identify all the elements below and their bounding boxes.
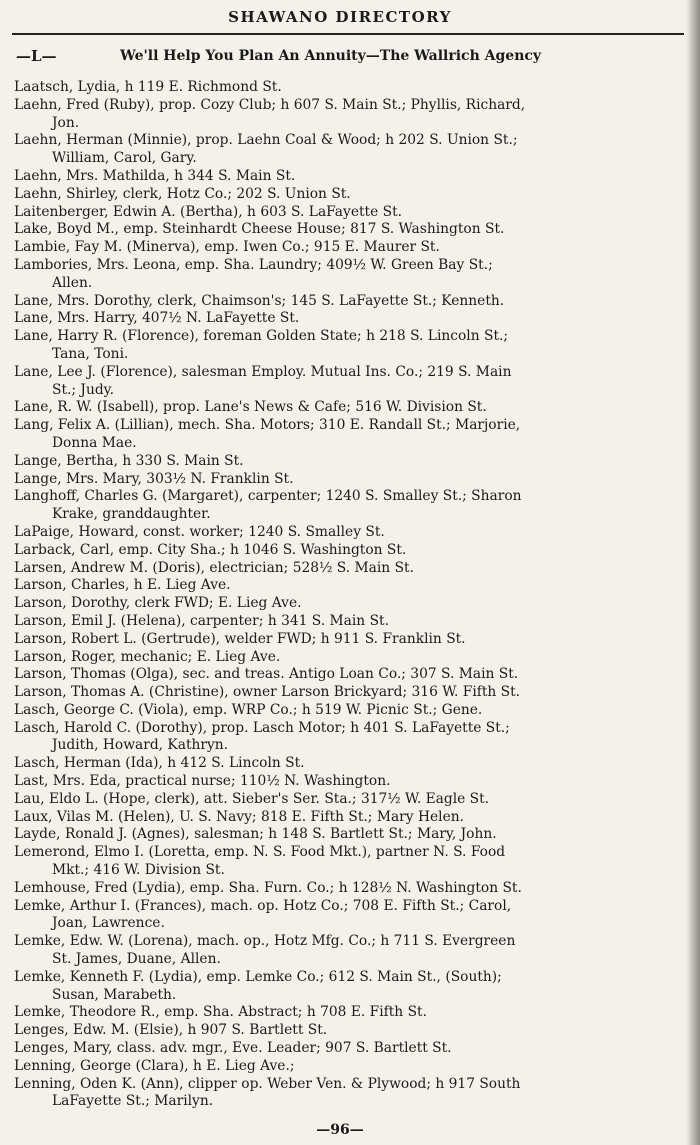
directory-entry-continuation: LaFayette St.; Marilyn. <box>52 1093 214 1110</box>
directory-entry: Laux, Vilas M. (Helen), U. S. Navy; 818 E. Fifth St.; Mary Helen. <box>14 808 465 825</box>
directory-entry: Larson, Dorothy, clerk FWD; E. Lieg Ave. <box>14 595 302 612</box>
directory-entry-continuation: Jon. <box>52 114 80 131</box>
directory-entry: Lemke, Edw. W. (Lorena), mach. op., Hotz Mfg. Co.; h 711 S. Evergreen <box>14 933 516 950</box>
directory-entry-continuation: William, Carol, Gary. <box>52 150 197 167</box>
directory-entry: LaPaige, Howard, const. worker; 1240 S. Smalley St. <box>14 523 385 540</box>
directory-listing <box>14 79 684 1111</box>
directory-entry: Lasch, Herman (Ida), h 412 S. Lincoln St. <box>14 755 305 772</box>
directory-entry: Laehn, Fred (Ruby), prop. Cozy Club; h 607 S. Main St.; Phyllis, Richard, <box>14 96 526 113</box>
directory-entry: Lane, R. W. (Isabell), prop. Lane's News & Cafe; 516 W. Division St. <box>14 399 487 416</box>
directory-entry: Langhoff, Charles G. (Margaret), carpenter; 1240 S. Smalley St.; Sharon <box>14 488 522 505</box>
directory-entry: Lasch, Harold C. (Dorothy), prop. Lasch Motor; h 401 S. LaFayette St.; <box>14 719 510 736</box>
directory-entry: Lane, Mrs. Harry, 407½ N. LaFayette St. <box>14 310 300 327</box>
directory-entry: Lemke, Arthur I. (Frances), mach. op. Hotz Co.; 708 E. Fifth St.; Carol, <box>14 897 512 914</box>
directory-entry: Lemerond, Elmo I. (Loretta, emp. N. S. Food Mkt.), partner N. S. Food <box>14 844 506 861</box>
directory-entry-continuation: Joan, Lawrence. <box>52 915 165 932</box>
header-divider <box>12 33 684 35</box>
section-letter: —L— <box>16 47 57 65</box>
directory-entry: Lane, Mrs. Dorothy, clerk, Chaimson's; 145 S. LaFayette St.; Kenneth. <box>14 292 505 309</box>
directory-entry: Lambie, Fay M. (Minerva), emp. Iwen Co.; 915 E. Maurer St. <box>14 239 440 256</box>
directory-entry: Lemhouse, Fred (Lydia), emp. Sha. Furn. Co.; h 128½ N. Washington St. <box>14 879 522 896</box>
page-title: SHAWANO DIRECTORY <box>228 8 452 26</box>
directory-entry: Larson, Roger, mechanic; E. Lieg Ave. <box>14 648 281 665</box>
directory-entry: Laehn, Herman (Minnie), prop. Laehn Coal & Wood; h 202 S. Union St.; <box>14 132 518 149</box>
directory-entry-continuation: Krake, granddaughter. <box>52 506 211 523</box>
directory-entry: Lemke, Theodore R., emp. Sha. Abstract; h 708 E. Fifth St. <box>14 1004 427 1021</box>
directory-entry-continuation: Donna Mae. <box>52 434 137 451</box>
directory-entry: Lang, Felix A. (Lillian), mech. Sha. Motors; 310 E. Randall St.; Marjorie, <box>14 417 521 434</box>
directory-entry: Lenning, George (Clara), h E. Lieg Ave.; <box>14 1057 295 1074</box>
directory-entry: Laitenberger, Edwin A. (Bertha), h 603 S. LaFayette St. <box>14 203 403 220</box>
page-number: —96— <box>316 1122 364 1138</box>
section-header <box>16 47 684 69</box>
page-edge-shadow <box>686 0 700 1145</box>
directory-entry: Larson, Charles, h E. Lieg Ave. <box>14 577 231 594</box>
directory-entry: Lemke, Kenneth F. (Lydia), emp. Lemke Co.; 612 S. Main St., (South); <box>14 968 502 985</box>
directory-entry: Laatsch, Lydia, h 119 E. Richmond St. <box>14 79 282 95</box>
advertisement-banner: We'll Help You Plan An Annuity—The Wallrich Agency <box>120 48 542 64</box>
directory-entry: Lenges, Mary, class. adv. mgr., Eve. Leader; 907 S. Bartlett St. <box>14 1040 452 1057</box>
directory-entry: Lenning, Oden K. (Ann), clipper op. Weber Ven. & Plywood; h 917 South <box>14 1075 521 1092</box>
directory-entry-continuation: St.; Judy. <box>52 381 115 398</box>
directory-entry: Lau, Eldo L. (Hope, clerk), att. Sieber's Ser. Sta.; 317½ W. Eagle St. <box>14 790 490 807</box>
directory-entry: Larsen, Andrew M. (Doris), electrician; 528½ S. Main St. <box>14 559 414 576</box>
directory-entry: Lenges, Edw. M. (Elsie), h 907 S. Bartlett St. <box>14 1022 328 1039</box>
directory-entry: Larson, Thomas A. (Christine), owner Larson Brickyard; 316 W. Fifth St. <box>14 684 521 701</box>
directory-entry: Larback, Carl, emp. City Sha.; h 1046 S. Washington St. <box>14 541 407 558</box>
directory-entry: Last, Mrs. Eda, practical nurse; 110½ N. Washington. <box>14 773 391 790</box>
directory-entry: Larson, Emil J. (Helena), carpenter; h 341 S. Main St. <box>14 612 389 629</box>
directory-entry-continuation: Judith, Howard, Kathryn. <box>52 737 229 754</box>
directory-entry: Larson, Thomas (Olga), sec. and treas. Antigo Loan Co.; 307 S. Main St. <box>14 666 519 683</box>
directory-entry-continuation: St. James, Duane, Allen. <box>52 951 221 968</box>
directory-entry: Lake, Boyd M., emp. Steinhardt Cheese House; 817 S. Washington St. <box>14 221 505 238</box>
directory-entry-continuation: Allen. <box>52 274 93 291</box>
directory-entry-continuation: Susan, Marabeth. <box>52 986 177 1003</box>
directory-entry-continuation: Tana, Toni. <box>52 345 129 362</box>
directory-entry: Layde, Ronald J. (Agnes), salesman; h 148 S. Bartlett St.; Mary, John. <box>14 826 497 843</box>
directory-entry: Lange, Bertha, h 330 S. Main St. <box>14 452 244 469</box>
directory-entry-continuation: Mkt.; 416 W. Division St. <box>52 862 225 879</box>
directory-entry: Lane, Lee J. (Florence), salesman Employ. Mutual Ins. Co.; 219 S. Main <box>14 363 512 380</box>
directory-entry: Laehn, Shirley, clerk, Hotz Co.; 202 S. Union St. <box>14 185 351 202</box>
directory-entry: Larson, Robert L. (Gertrude), welder FWD; h 911 S. Franklin St. <box>14 630 466 647</box>
directory-entry: Lasch, George C. (Viola), emp. WRP Co.; h 519 W. Picnic St.; Gene. <box>14 701 483 718</box>
directory-entry: Lane, Harry R. (Florence), foreman Golden State; h 218 S. Lincoln St.; <box>14 328 509 345</box>
directory-entry: Laehn, Mrs. Mathilda, h 344 S. Main St. <box>14 167 296 184</box>
directory-entry: Lambories, Mrs. Leona, emp. Sha. Laundry; 409½ W. Green Bay St.; <box>14 256 493 273</box>
directory-entry: Lange, Mrs. Mary, 303½ N. Franklin St. <box>14 470 294 487</box>
